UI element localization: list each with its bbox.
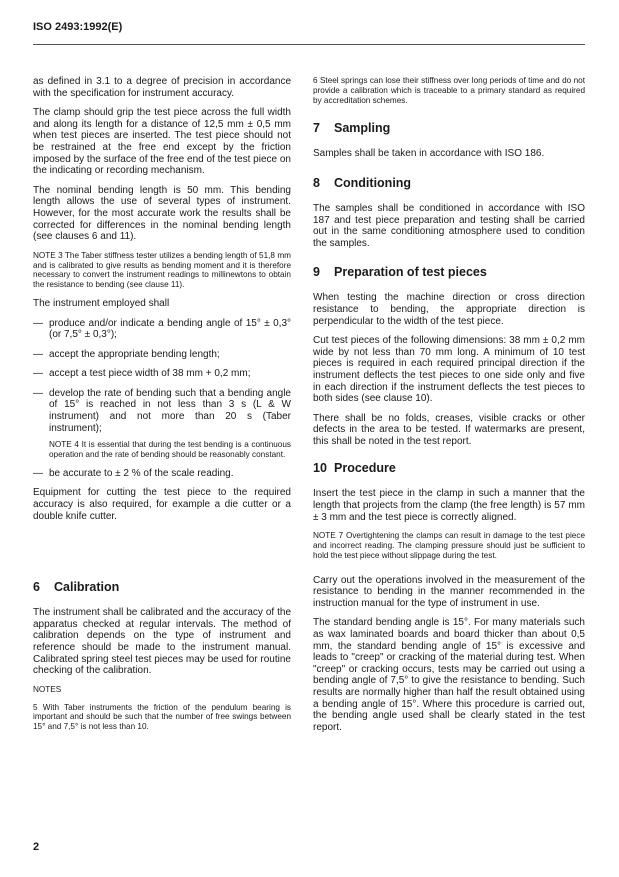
list-item — [33, 349, 291, 361]
section-title: Calibration — [54, 580, 120, 595]
dash-marker: — — [33, 348, 43, 360]
document-id: ISO 2493:1992(E) — [33, 21, 123, 33]
left-column — [33, 76, 291, 740]
list-item-text: develop the rate of bending such that a bending angle of 15° is reached in not less than 3 s (L & W instrument) and not more than 20 s (Taber instrument); — [49, 387, 291, 434]
section-7-heading — [313, 121, 585, 136]
right-column — [313, 76, 585, 741]
section-title: Conditioning — [334, 175, 412, 190]
list-item — [33, 468, 291, 480]
paragraph: There shall be no folds, creases, visible cracks or other defects in the area to be tested. If watermarks are present, this shall be noted in the test report. — [313, 412, 585, 447]
list-item — [33, 368, 291, 380]
section-title: Sampling — [334, 121, 391, 136]
section-number: 9 — [313, 265, 320, 280]
note-6: 6 Steel springs can lose their stiffness over long periods of time and do not provide a calibration which is traceable to a primary standard as required by accreditation schemes. — [313, 76, 585, 105]
list-item — [33, 318, 291, 341]
list-item-text: accept the appropriate bending length; — [49, 348, 220, 360]
note-4: NOTE 4 It is essential that during the test bending is a continuous operation and the rate of bending should be reasonably constant. — [49, 440, 291, 460]
list-item-text: be accurate to ± 2 % of the scale reading. — [49, 467, 234, 479]
paragraph: Samples shall be taken in accordance with ISO 186. — [313, 148, 545, 160]
paragraph: The samples shall be conditioned in accordance with ISO 187 and test piece preparation and testing shall be carried out in the same conditioning atmosphere used to condition the samples. — [313, 202, 585, 249]
paragraph: The standard bending angle is 15°. For many materials such as wax laminated boards and board thicker than about 0,5 mm, the standard bending angle of 15° is excessive and leads to "creep" or cracking of the material during test. When "creep" or cracking occurs, tests may be carried out using a bending angle of 7,5° to give the resistance to bending. Such results are normally higher than half the result obtained using a bending angle of 15°. Where this procedure is carried out, the bending angle used shall be clearly stated in the test report. — [313, 617, 585, 733]
dash-marker: — — [33, 467, 43, 479]
paragraph: The nominal bending length is 50 mm. This bending length allows the use of several types of instrument. However, for the most accurate work the results shall be corrected for differences in the nominal bending length (see clauses 6 and 11). — [33, 184, 291, 243]
note-3: NOTE 3 The Taber stiffness tester utilizes a bending length of 51,8 mm and is calibrated to give results as bending moment and it is therefore necessary to convert the instrument readings to millinewtons to obtain the resistance to bending (see clause 11). — [33, 250, 291, 290]
section-number: 6 — [33, 580, 40, 595]
section-6-heading — [33, 580, 291, 595]
header-rule — [33, 44, 585, 45]
section-9-heading — [313, 265, 585, 280]
section-number: 8 — [313, 175, 320, 190]
note-5: 5 With Taber instruments the friction of the pendulum bearing is important and should be such that the number of free swings between 15° and 7,5° is not less than 10. — [33, 702, 291, 732]
section-number: 7 — [313, 121, 320, 136]
section-8-heading — [313, 176, 585, 191]
note-7: NOTE 7 Overtightening the clamps can result in damage to the test piece and incorrect reading. The clamping pressure should just be sufficient to hold the test piece without slippage during the test. — [313, 531, 585, 560]
paragraph: Cut test pieces of the following dimensions: 38 mm ± 0,2 mm wide by not less than 70 mm long. A minimum of 10 test pieces is required in each required principal direction if the instrument deflects the test pieces to one side only and five in each direction if the instrument deflects the test pieces to both sides (see clause 10). — [313, 335, 585, 405]
paragraph: When testing the machine direction or cross direction resistance to bending, the appropriate direction is perpendicular to the width of the test piece. — [313, 292, 585, 327]
section-number: 10 — [313, 461, 327, 476]
paragraph: Insert the test piece in the clamp in such a manner that the length that projects from the clamp (the free length) is 57 mm ± 3 mm and the test piece is correctly aligned. — [313, 488, 585, 523]
paragraph: The instrument shall be calibrated and the accuracy of the apparatus checked at regular intervals. The method of calibration depends on the type of instrument and reference should be made to the instrument manual. Calibrated spring steel test pieces may be used for routine checking of the calibration. — [33, 607, 291, 677]
dash-marker: — — [33, 387, 43, 399]
paragraph: The clamp should grip the test piece across the full width and along its length for a distance of 12,5 mm ± 0,5 mm when test pieces are inserted. The test piece should not be restrained at the free end except by the friction imposed by the surface of the free end of the test piece on the indicating or recording mechanism. — [33, 107, 291, 177]
requirements-list — [33, 318, 291, 480]
dash-marker: — — [33, 368, 43, 380]
list-item-text: produce and/or indicate a bending angle of 15° ± 0,3° (or 7,5° ± 0,3°); — [49, 317, 291, 341]
paragraph: The instrument employed shall — [33, 297, 170, 309]
list-item-text: accept a test piece width of 38 mm + 0,2 mm; — [49, 368, 251, 380]
section-10-heading — [313, 461, 585, 476]
list-item — [33, 388, 291, 460]
paragraph: as defined in 3.1 to a degree of precision in accordance with the specification for instrument accuracy. — [33, 76, 291, 99]
paragraph: Equipment for cutting the test piece to the required accuracy is also required, for example a die cutter or a double knife cutter. — [33, 487, 291, 522]
dash-marker: — — [33, 317, 43, 329]
section-title: Procedure — [334, 461, 396, 476]
notes-label: NOTES — [33, 684, 62, 694]
page-number: 2 — [33, 841, 40, 853]
paragraph: Carry out the operations involved in the measurement of the resistance to bending in the manner recommended in the instruction manual for the type of instrument in use. — [313, 574, 585, 609]
section-title: Preparation of test pieces — [334, 265, 487, 280]
